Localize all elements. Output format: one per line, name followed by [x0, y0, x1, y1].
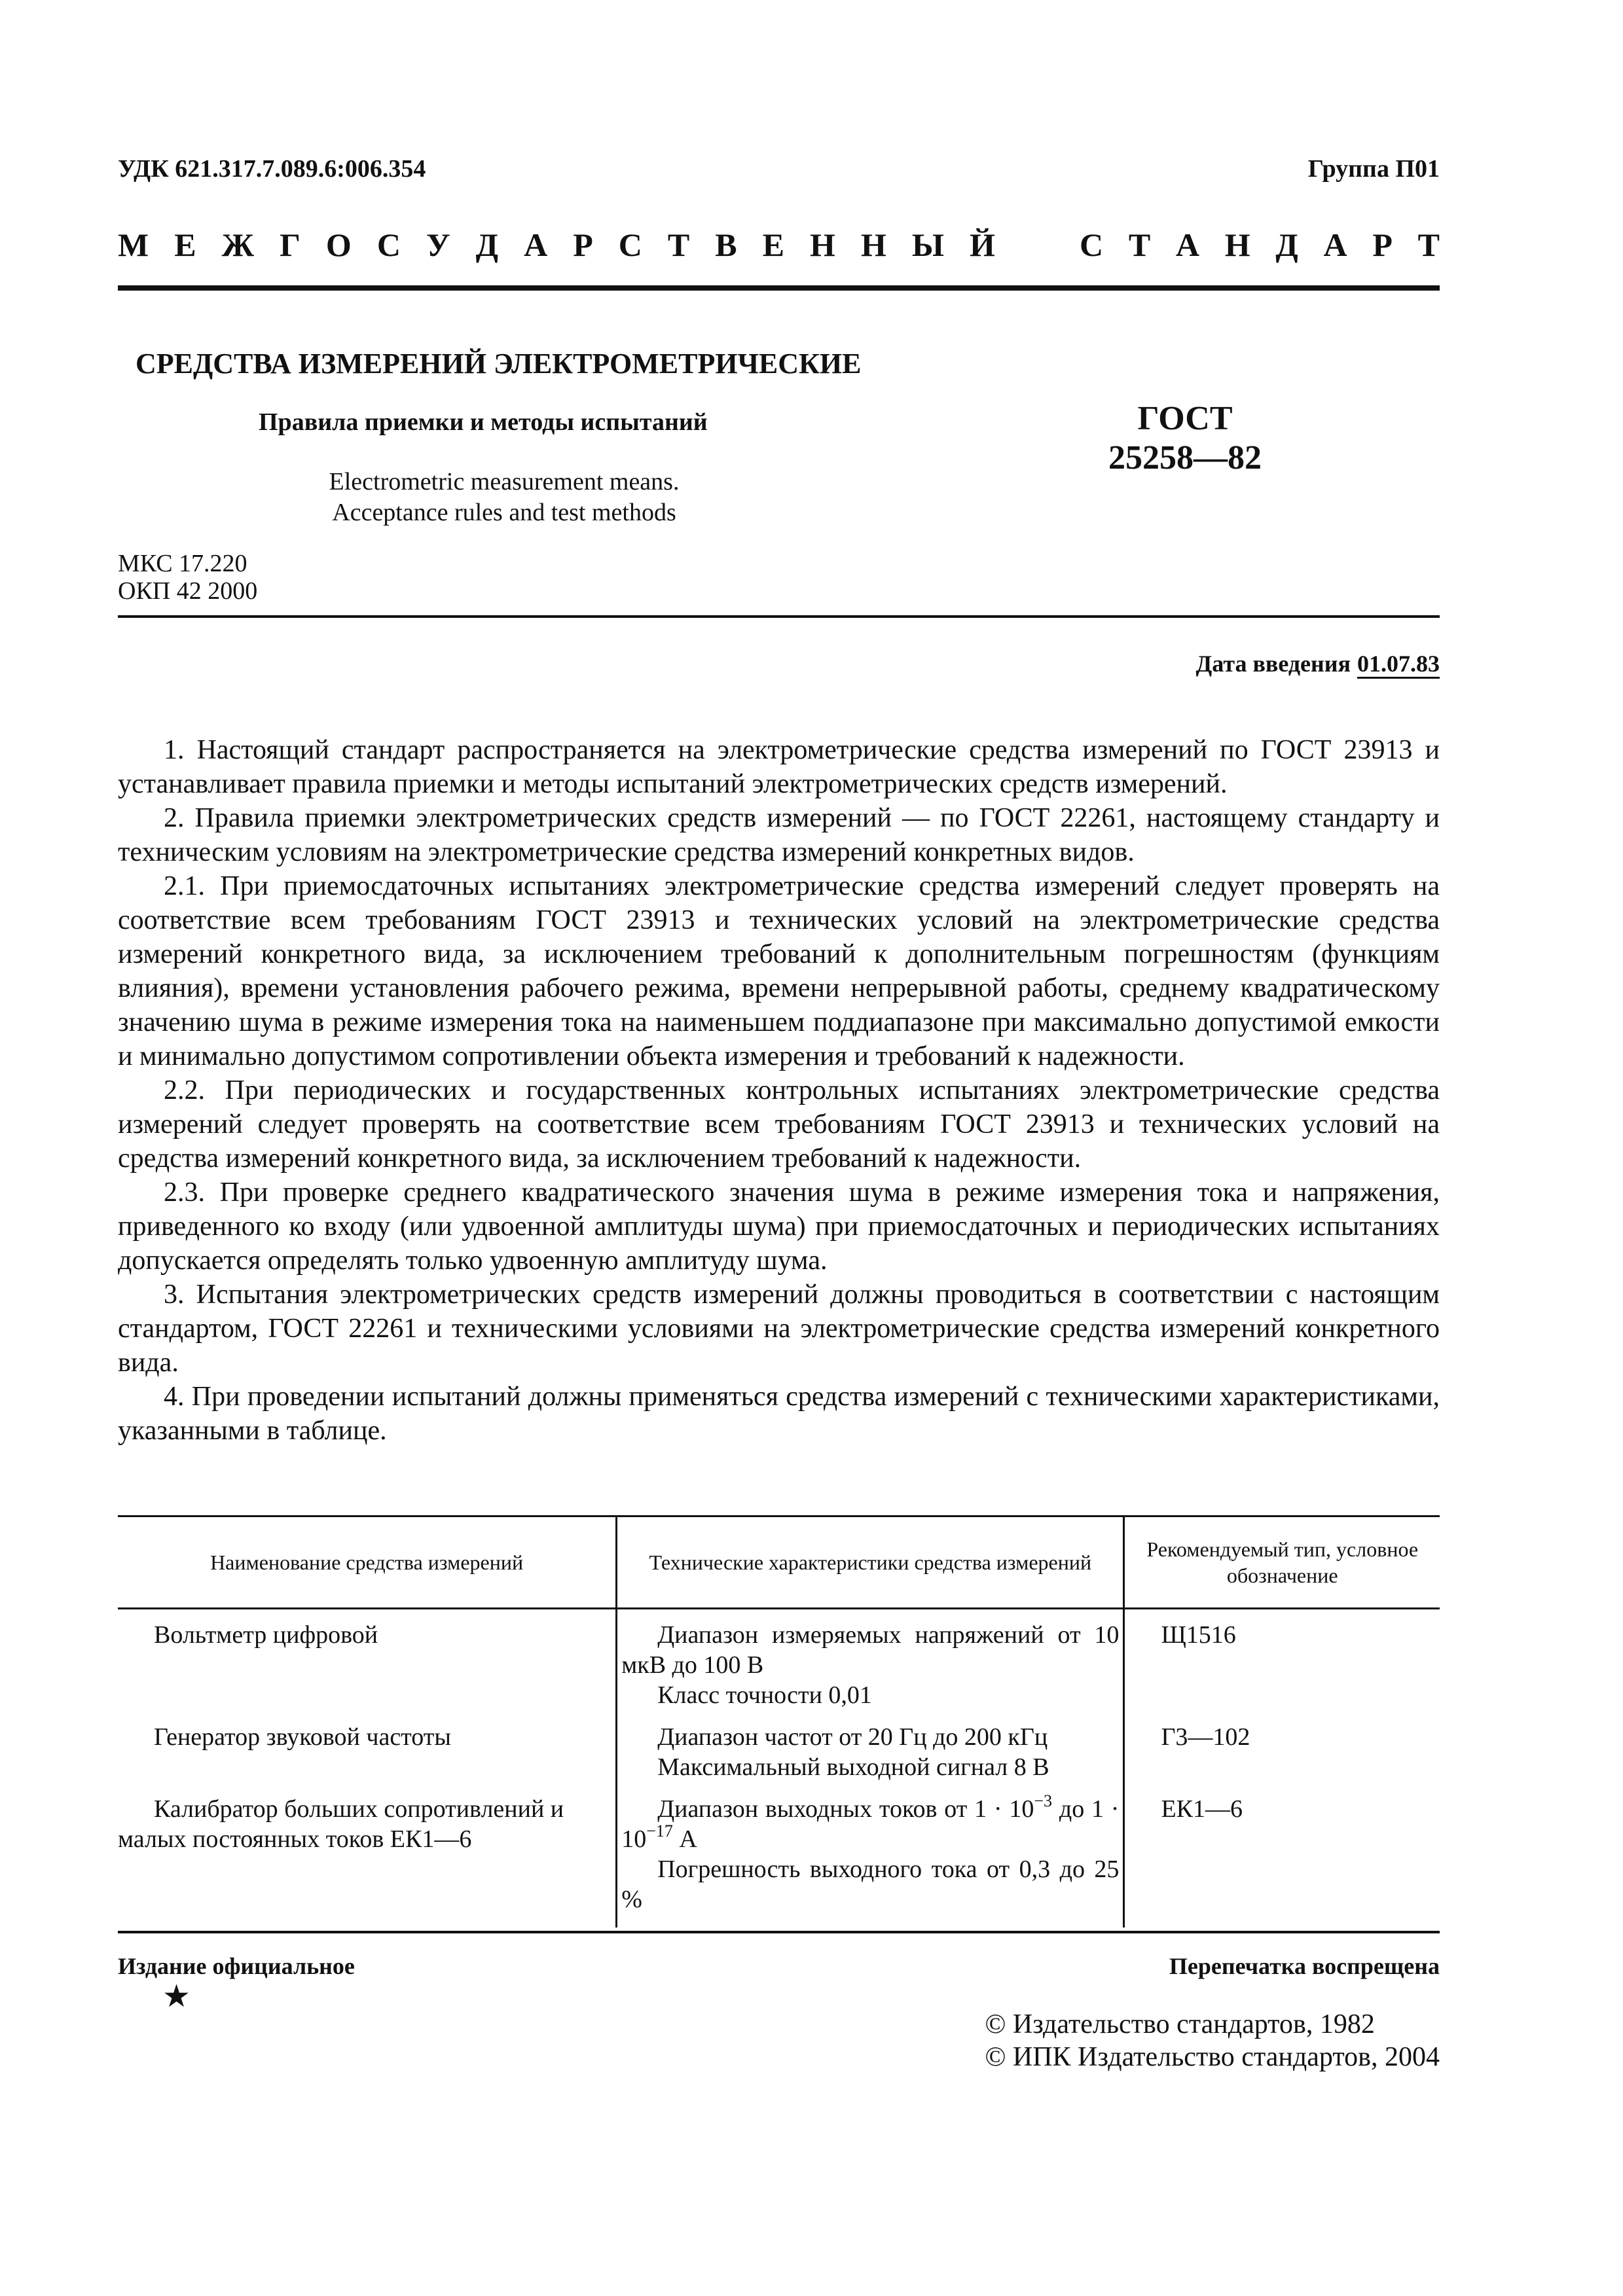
- banner-letter: М: [118, 226, 149, 263]
- banner-word-interstate: [118, 226, 995, 264]
- spec-text: А: [672, 1825, 697, 1853]
- banner-letter: А: [1323, 226, 1347, 263]
- paragraph: 2.3. При проверке среднего квадратического значения шума в режиме измерения тока и напряжения, приведенного ко входу (или удвоенной амплитуды шума) при приемосдаточных и периодических испытаниях допускается определять только удвоенную амплитуду шума.: [118, 1177, 1440, 1276]
- banner-letter: О: [325, 226, 352, 263]
- table-cell-name: Генератор звуковой частоты: [154, 1723, 451, 1751]
- table-cell-spec: [617, 1609, 1124, 1711]
- classification-codes: [118, 550, 257, 605]
- banner-letter: С: [1080, 226, 1104, 263]
- banner-letter: Р: [573, 226, 593, 263]
- table-row: [118, 1710, 1440, 1782]
- banner-letter: С: [618, 226, 642, 263]
- banner-letter: Д: [475, 226, 499, 263]
- paragraph: 2. Правила приемки электрометрических средств измерений — по ГОСТ 22261, настоящему стандарту и техническим условиям на электрометрические средства измерений конкретных видов.: [118, 803, 1440, 867]
- gost-designation: [1106, 399, 1264, 478]
- banner-letter: Р: [1372, 226, 1393, 263]
- gost-number: 25258—82: [1108, 439, 1262, 476]
- document-body: [118, 733, 1440, 1448]
- table-header-type: Рекомендуемый тип, условное обозначение: [1124, 1516, 1440, 1609]
- table-cell-type: ЕК1—6: [1124, 1782, 1440, 1928]
- banner-letter: Г: [280, 226, 301, 263]
- banner-letter: Т: [1128, 226, 1151, 263]
- paragraph: 2.2. При периодических и государственных контрольных испытаниях электрометрические средства измерений следует проверять на соответствие всем требованиям ГОСТ 23913 и технических условий на средства измерений конкретного вида, за исключением требований к надежности.: [118, 1075, 1440, 1174]
- english-title: [308, 467, 701, 528]
- paragraph: 1. Настоящий стандарт распространяется на электрометрические средства измерений по ГОСТ 23913 и устанавливает правила приемки и методы испытаний электрометрических средств измерений.: [118, 735, 1440, 799]
- header-rule: [118, 285, 1440, 291]
- banner-word-standard: [1080, 226, 1440, 264]
- spec-line: Класс точности 0,01: [657, 1681, 872, 1709]
- banner-letter: А: [1175, 226, 1200, 263]
- gost-label: ГОСТ: [1137, 400, 1233, 437]
- banner-letter: Е: [762, 226, 784, 263]
- banner-letter: У: [426, 226, 450, 263]
- effective-date-value: 01.07.83: [1357, 651, 1440, 677]
- banner-letter: А: [524, 226, 548, 263]
- copyright-line: © Издательство стандартов, 1982: [985, 2009, 1375, 2039]
- footer-rule: [118, 1931, 1440, 1933]
- table-cell-spec: [617, 1710, 1124, 1782]
- english-title-line1: Electrometric measurement means.: [329, 468, 680, 495]
- table-header-spec: Технические характеристики средства измерений: [617, 1516, 1124, 1609]
- star-icon: ★: [162, 1979, 191, 2014]
- document-title: СРЕДСТВА ИЗМЕРЕНИЙ ЭЛЕКТРОМЕТРИЧЕСКИЕ: [136, 348, 862, 380]
- instruments-table: [118, 1515, 1440, 1928]
- table-header-name: Наименование средства измерений: [118, 1516, 617, 1609]
- banner-letter: Ы: [911, 226, 944, 263]
- banner-letter: Д: [1275, 226, 1298, 263]
- banner-letter: Ж: [221, 226, 255, 263]
- table-row: [118, 1782, 1440, 1928]
- udk-code: УДК 621.317.7.089.6:006.354: [118, 155, 426, 183]
- table-row: [118, 1609, 1440, 1711]
- banner-letter: Т: [667, 226, 690, 263]
- banner-letter: В: [715, 226, 737, 263]
- standard-banner: [118, 226, 1440, 264]
- reprint-prohibited: Перепечатка воспрещена: [1169, 1953, 1440, 1979]
- effective-date-label: Дата введения: [1195, 651, 1351, 677]
- english-title-line2: Acceptance rules and test methods: [332, 499, 676, 526]
- spec-exponent: −17: [646, 1821, 673, 1840]
- spec-line: [621, 1791, 1120, 1854]
- spec-text: Диапазон выходных токов от 1 · 10: [657, 1795, 1034, 1823]
- table-cell-spec: [617, 1782, 1124, 1928]
- document-subtitle: Правила приемки и методы испытаний: [259, 408, 708, 436]
- table-cell-type: Щ1516: [1124, 1609, 1440, 1711]
- official-edition: Издание официальное: [118, 1953, 355, 1979]
- table-cell-type: Г3—102: [1124, 1710, 1440, 1782]
- spec-exponent: −3: [1034, 1791, 1053, 1810]
- paragraph: 2.1. При приемосдаточных испытаниях электрометрические средства измерений следует проверять на соответствие всем требованиям ГОСТ 23913 и технических условий на электрометрические средства измерений конкретного вида, за исключением требований к дополнительным погрешностям (функциям влияния), времени установления рабочего режима, времени непрерывной работы, среднему квадратическому значению шума в режиме измерения тока на наименьшем поддиапазоне при максимально допустимой емкости и минимально допустимом сопротивлении объекта измерения и требований к надежности.: [118, 871, 1440, 1071]
- group-code: Группа П01: [1307, 155, 1440, 183]
- copyright-line: © ИПК Издательство стандартов, 2004: [985, 2042, 1440, 2072]
- spec-line: Диапазон частот от 20 Гц до 200 кГц: [657, 1723, 1048, 1751]
- banner-letter: С: [376, 226, 401, 263]
- banner-letter: Й: [969, 226, 995, 263]
- table-header-row: [118, 1516, 1440, 1609]
- paragraph: 4. При проведении испытаний должны применяться средства измерений с техническими характеристиками, указанными в таблице.: [118, 1382, 1440, 1446]
- banner-letter: Е: [174, 226, 196, 263]
- banner-letter: Н: [1224, 226, 1250, 263]
- spec-text: до 1 · 10: [621, 1795, 1120, 1853]
- spec-line: Диапазон измеряемых напряжений от 10 мкВ до 100 В: [621, 1621, 1120, 1679]
- table-cell-name: Вольтметр цифровой: [154, 1621, 378, 1649]
- spec-line: Погрешность выходного тока от 0,3 до 25 %: [621, 1856, 1120, 1913]
- okp-code: ОКП 42 2000: [118, 577, 258, 605]
- title-rule: [118, 615, 1440, 618]
- table-cell-name: Калибратор больших сопротивлений и малых постоянных токов ЕК1—6: [118, 1795, 564, 1853]
- mks-code: МКС 17.220: [118, 550, 247, 577]
- banner-letter: Н: [860, 226, 886, 263]
- effective-date: [1196, 650, 1440, 677]
- copyright-block: [985, 2008, 1440, 2073]
- paragraph: 3. Испытания электрометрических средств измерений должны проводиться в соответствии с настоящим стандартом, ГОСТ 22261 и техническими условиями на электрометрические средства измерений конкретного вида.: [118, 1280, 1440, 1378]
- banner-letter: Н: [810, 226, 835, 263]
- banner-letter: Т: [1417, 226, 1440, 263]
- spec-line: Максимальный выходной сигнал 8 В: [657, 1753, 1049, 1781]
